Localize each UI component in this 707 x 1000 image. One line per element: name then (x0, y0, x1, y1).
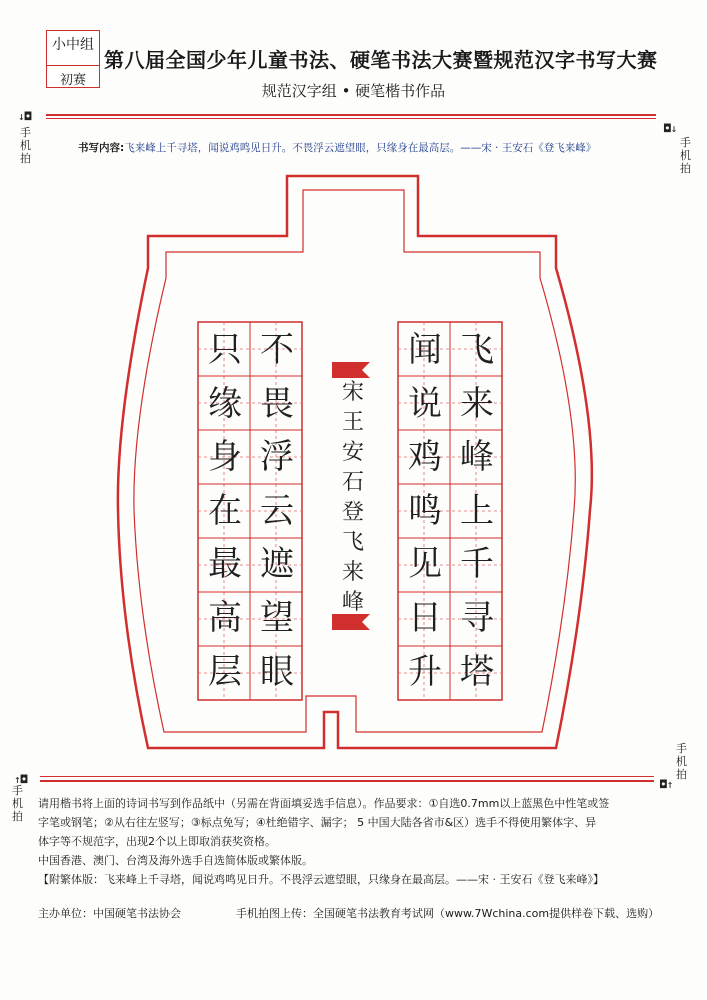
poem-character: 上 (460, 490, 494, 531)
camera-marker-top-right: ◘↓ (664, 122, 678, 135)
bottom-rule-upper (40, 776, 654, 777)
poem-character: 升 (408, 651, 442, 692)
poem-character: 望 (260, 598, 294, 638)
stamp-round-label: 初赛 (47, 65, 99, 88)
poem-character: 千 (460, 544, 494, 585)
poem-character: 高 (208, 598, 242, 638)
poem-character: 来 (460, 383, 494, 424)
side-label-right-bottom: 手机拍 (676, 742, 687, 781)
poem-character: 只 (208, 330, 242, 370)
poem-character: 云 (260, 490, 294, 531)
poem-character: 在 (208, 490, 242, 531)
bottom-rule-lower (40, 780, 654, 782)
poem-character: 塔 (460, 651, 494, 692)
attribution-character: 安 (341, 440, 364, 465)
poem-character: 畏 (260, 383, 294, 424)
poem-character: 峰 (460, 437, 494, 478)
attribution-character: 登 (341, 500, 364, 525)
attribution-character: 宋 (341, 380, 364, 405)
page-subtitle: 规范汉字组 • 硬笔楷书作品 (261, 82, 446, 100)
attribution-character: 来 (341, 560, 364, 585)
poem-character: 遮 (260, 544, 294, 585)
poem-character: 闻 (408, 330, 442, 370)
poem-character: 浮 (260, 437, 294, 478)
side-label-right-top: 手机拍 (680, 136, 691, 175)
poem-character: 飞 (460, 330, 494, 370)
instruction-line: 中国香港、澳门、台湾及海外选手自选简体版或繁体版。 (38, 854, 313, 867)
instruction-line: 请用楷书将上面的诗词书写到作品纸中（另需在背面填妥选手信息）。作品要求：①自选0.7mm以上蓝黑色中性笔或签 (38, 797, 610, 810)
footer-organizer: 主办单位：中国硬笔书法协会 (38, 907, 181, 920)
attribution-vertical (336, 378, 370, 618)
instruction-line: 字笔或钢笔；②从右往左竖写；③标点免写；④杜绝错字、漏字； 5 中国大陆各省市&区）选手不得使用繁体字、异 (38, 816, 597, 829)
instruction-line: 【附繁体版：飞来峰上千寻塔，闻说鸡鸣见日升。不畏浮云遮望眼，只缘身在最高层。——宋 · 王安石《登飞来峰》】 (38, 873, 604, 886)
attribution-character: 石 (341, 470, 364, 495)
poem-character: 鸣 (408, 490, 442, 531)
poem-character: 鸡 (408, 437, 442, 478)
poem-character: 最 (208, 544, 242, 585)
poem-character: 见 (408, 544, 442, 585)
poem-character: 不 (260, 330, 294, 370)
poem-character: 说 (408, 383, 442, 424)
instructions-block (38, 794, 678, 889)
camera-marker-top-left: ↓◘ (18, 110, 32, 123)
poem-character: 缘 (208, 383, 242, 424)
footer-upload-info: 手机拍图上传：全国硬笔书法教育考试网（www.7Wchina.com提供样卷下载、选购） (236, 907, 660, 920)
side-label-left-top: 手机拍 (20, 126, 31, 165)
poem-character: 层 (208, 651, 242, 692)
attribution-character: 峰 (341, 590, 364, 615)
instruction-line: 体字等不规范字，出现2个以上即取消获奖资格。 (38, 835, 276, 848)
camera-marker-bottom-right: ◘↑ (660, 778, 674, 791)
writing-content-label: 书写内容: (78, 142, 125, 154)
poem-character: 身 (208, 437, 242, 478)
camera-marker-bottom-left: ↑◘ (14, 773, 28, 786)
side-label-left-bottom: 手机拍 (12, 784, 23, 823)
writing-content-text: 飞来峰上千寻塔，闻说鸡鸣见日升。不畏浮云遮望眼，只缘身在最高层。——宋 · 王安石《登飞来峰》 (124, 142, 597, 154)
stamp-group-label: 小中组 (52, 37, 94, 53)
attribution-character: 飞 (341, 530, 364, 555)
poem-character: 寻 (460, 598, 494, 638)
poem-character: 眼 (260, 651, 294, 692)
attribution-character: 王 (341, 410, 364, 435)
page-title: 第八届全国少年儿童书法、硬笔书法大赛暨规范汉字书写大赛 (104, 48, 658, 72)
poem-character: 日 (408, 598, 442, 638)
